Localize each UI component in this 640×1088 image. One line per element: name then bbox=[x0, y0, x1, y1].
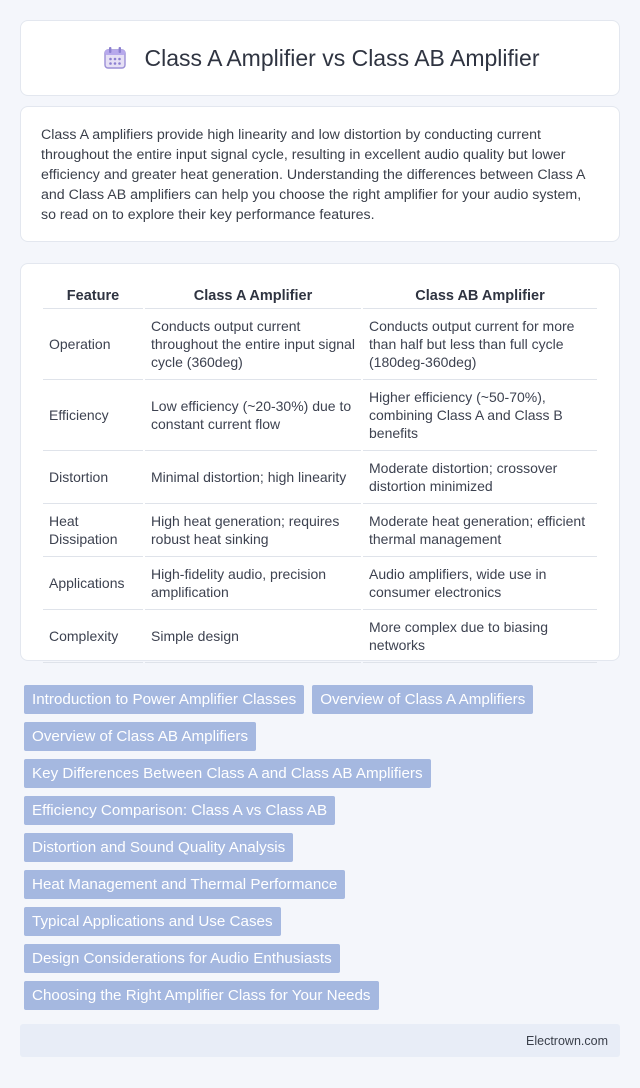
topic-tag-efficiency-comparison[interactable]: Efficiency Comparison: Class A vs Class AB bbox=[24, 796, 335, 825]
class-ab-cell: Conducts output current for more than half but less than full cycle (180deg-360deg) bbox=[363, 309, 597, 380]
calendar-icon bbox=[101, 44, 129, 72]
table-row bbox=[43, 504, 597, 557]
topic-tag-distortion-sound-quality[interactable]: Distortion and Sound Quality Analysis bbox=[24, 833, 293, 862]
column-header-class-a: Class A Amplifier bbox=[145, 282, 361, 309]
class-a-cell: High heat generation; requires robust heat sinking bbox=[145, 504, 361, 557]
class-a-cell: High-fidelity audio, precision amplification bbox=[145, 557, 361, 610]
intro-card bbox=[20, 106, 620, 242]
topic-tag-intro-power-amplifier-classes[interactable]: Introduction to Power Amplifier Classes bbox=[24, 685, 304, 714]
table-row bbox=[43, 309, 597, 380]
column-header-feature: Feature bbox=[43, 282, 143, 309]
column-header-class-ab: Class AB Amplifier bbox=[363, 282, 597, 309]
feature-cell: Operation bbox=[43, 309, 143, 380]
page-title: Class A Amplifier vs Class AB Amplifier bbox=[144, 44, 540, 71]
topic-tag-design-considerations[interactable]: Design Considerations for Audio Enthusiasts bbox=[24, 944, 340, 973]
table-row bbox=[43, 380, 597, 451]
class-ab-cell: More complex due to biasing networks bbox=[363, 610, 597, 663]
topic-tag-key-differences[interactable]: Key Differences Between Class A and Class AB Amplifiers bbox=[24, 759, 431, 788]
comparison-table-card bbox=[20, 263, 620, 661]
topic-tag-choosing-right-class[interactable]: Choosing the Right Amplifier Class for Your Needs bbox=[24, 981, 379, 1010]
feature-cell: Applications bbox=[43, 557, 143, 610]
feature-cell: Efficiency bbox=[43, 380, 143, 451]
footer bbox=[20, 1024, 620, 1057]
class-ab-cell: Higher efficiency (~50-70%), combining Class A and Class B benefits bbox=[363, 380, 597, 451]
feature-cell: Heat Dissipation bbox=[43, 504, 143, 557]
feature-cell: Distortion bbox=[43, 451, 143, 504]
class-a-cell: Minimal distortion; high linearity bbox=[145, 451, 361, 504]
title-card bbox=[20, 20, 620, 96]
class-a-cell: Conducts output current throughout the entire input signal cycle (360deg) bbox=[145, 309, 361, 380]
table-row bbox=[43, 610, 597, 663]
table-row bbox=[43, 557, 597, 610]
feature-cell: Complexity bbox=[43, 610, 143, 663]
topic-tag-heat-management[interactable]: Heat Management and Thermal Performance bbox=[24, 870, 345, 899]
topic-tags bbox=[20, 683, 620, 1016]
topic-tag-overview-class-a[interactable]: Overview of Class A Amplifiers bbox=[312, 685, 533, 714]
comparison-table bbox=[41, 282, 599, 663]
table-header-row bbox=[43, 282, 597, 309]
class-a-cell: Low efficiency (~20-30%) due to constant current flow bbox=[145, 380, 361, 451]
footer-site-name: Electrown.com bbox=[526, 1033, 608, 1048]
topic-tag-overview-class-ab[interactable]: Overview of Class AB Amplifiers bbox=[24, 722, 256, 751]
topic-tag-typical-applications[interactable]: Typical Applications and Use Cases bbox=[24, 907, 281, 936]
class-ab-cell: Moderate distortion; crossover distortion minimized bbox=[363, 451, 597, 504]
table-row bbox=[43, 451, 597, 504]
intro-paragraph: Class A amplifiers provide high linearity and low distortion by conducting current throughout the entire input signal cycle, resulting in excellent audio quality but lower efficiency and greater heat generation. Understanding the differences between Class A and Class AB amplifiers can help you choose the right amplifier for your audio system, so read on to explore their key performance features. bbox=[41, 127, 585, 223]
class-a-cell: Simple design bbox=[145, 610, 361, 663]
class-ab-cell: Moderate heat generation; efficient thermal management bbox=[363, 504, 597, 557]
class-ab-cell: Audio amplifiers, wide use in consumer electronics bbox=[363, 557, 597, 610]
